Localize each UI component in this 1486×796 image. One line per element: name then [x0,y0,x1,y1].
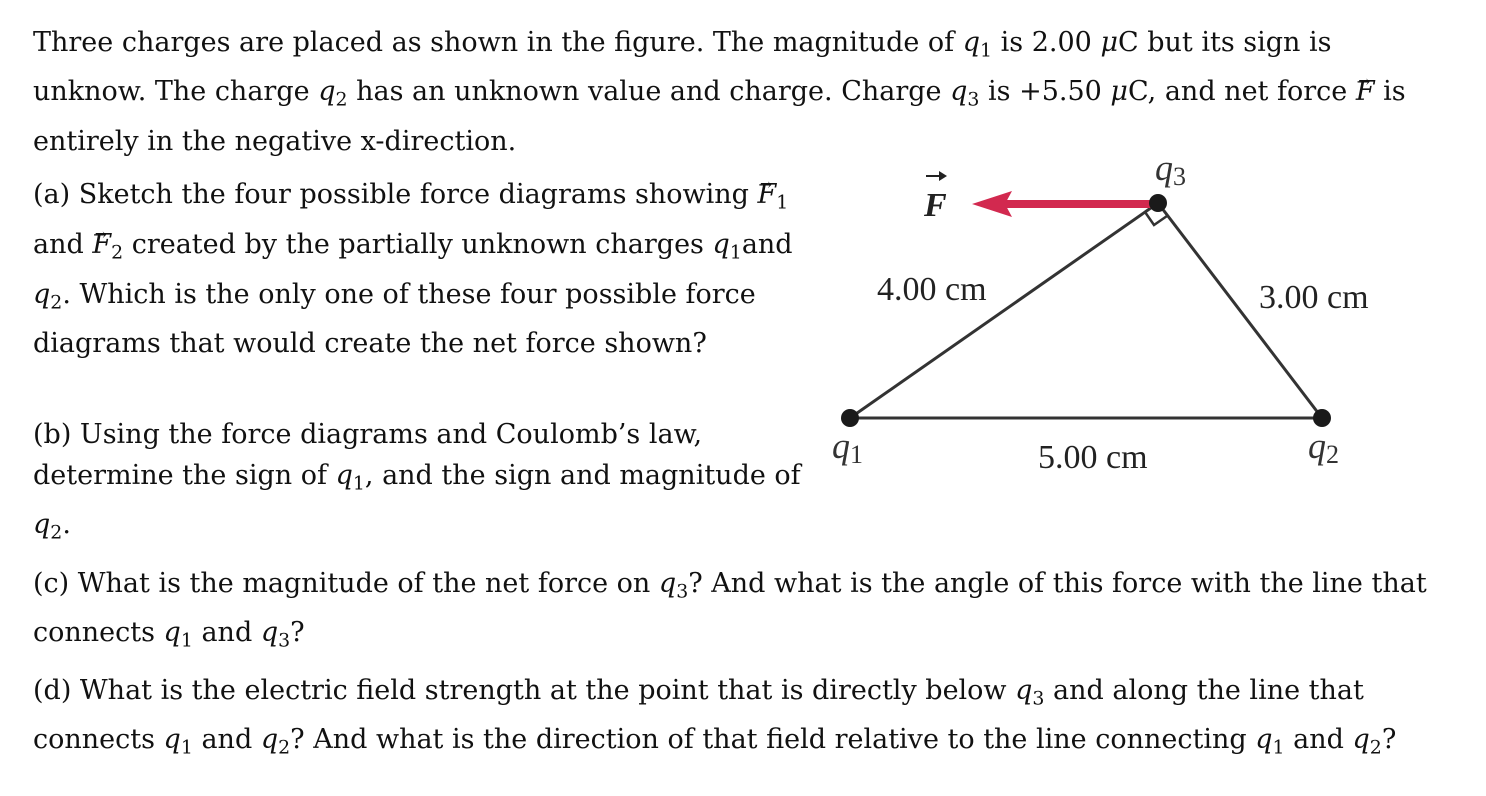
distance-q1-q2: 5.00 cm [1038,439,1148,476]
distance-q2-q3: 3.00 cm [1259,279,1369,316]
right-angle-marker [1145,212,1167,225]
label-q1: q1 [832,426,863,469]
charge-triangle-figure [800,150,1420,480]
problem-statement: Three charges are placed as shown in the figure. The magnitude of $q_1$ is 2.00 μC but its sign is unknow. The charge $q_2$ has an unknown value and charge. Charge $q_3$ is +5.50 μC, and net force → F is entirely in the negative x-direction. [33,22,1453,163]
distance-q1-q3: 4.00 cm [877,271,987,308]
label-q2: q2 [1308,426,1339,469]
force-vector-mark-head [939,171,947,181]
question-c: (c) What is the magnitude of the net force on $q_3$? And what is the angle of this force with the line that connects $q_1$ and $q_3$? [33,568,1427,652]
charge-q2-dot [1313,409,1331,427]
force-label: F [924,187,947,224]
question-a: (a) Sketch the four possible force diagrams showing → $F_1$ and → $F_2$ created by the partially unknown charges $q_1and$ $q_2$. Which is the only one of these four possible force diagrams that would create the net force shown? [33,174,803,365]
side-q1-q3 [850,203,1158,418]
charge-q1-dot [841,409,859,427]
charge-q3-dot [1149,194,1167,212]
question-d: (d) What is the electric field strength at the point that is directly below $q_3$ and along the line that connects $q_1$ and $q_2$? And what is the direction of that field relative to the line connecting $q_1$ and $q_2$? [33,675,1397,759]
question-b: (b) Using the force diagrams and Coulomb’s law, determine the sign of $q_1$, and the sign and magnitude of $q_2$. [33,419,801,544]
label-q3: q3 [1155,150,1186,191]
